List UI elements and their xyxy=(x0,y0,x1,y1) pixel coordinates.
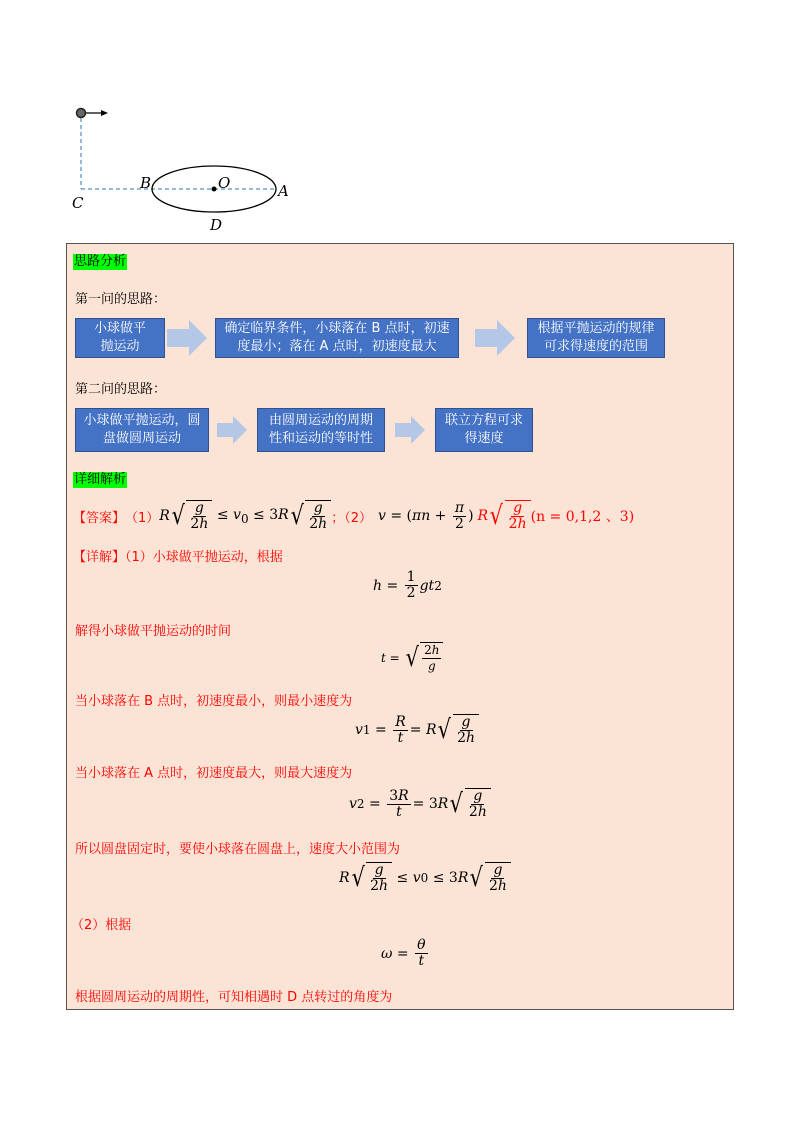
eq-time: t = √ $\frac{2h}{g}$ xyxy=(381,642,443,674)
eq-range: R √ $\frac{g}{2h}$ ≤ v 0 ≤ 3 R √ $\frac{g}{2h}$ xyxy=(339,862,511,894)
detail-part2: （2）根据 xyxy=(71,918,132,933)
flow2-step2: 由圆周运动的周期 性和运动的等时性 xyxy=(257,408,385,452)
detail-period: 根据圆周运动的周期性，可知相遇时 D 点转过的角度为 xyxy=(75,990,393,1005)
flow1-step2: 确定临界条件，小球落在 B 点时，初速 度最小；落在 A 点时，初速度最大 xyxy=(215,318,459,358)
answer-formula1: R √ $\frac{g}{2h}$ ≤ $v_0 \le 3R$ √ $\frac{g}{2h}$ xyxy=(159,500,331,532)
detail-intro: （1）小球做平抛运动，根据 xyxy=(125,550,283,565)
label-A: A xyxy=(278,182,289,200)
detail-at-A: 当小球落在 A 点时，初速度最大，则最大速度为 xyxy=(75,766,353,781)
eq-omega: ω = $\frac{\theta}{t}$ xyxy=(381,937,426,969)
detail-tag: 【详解】 xyxy=(73,550,126,565)
label-C: C xyxy=(72,194,84,212)
detail-intro-line xyxy=(73,546,283,565)
label-B: B xyxy=(140,174,152,192)
q2-heading: 第二问的思路： xyxy=(75,382,167,397)
label-D: D xyxy=(210,216,223,234)
motion-diagram xyxy=(60,100,320,240)
analysis-panel xyxy=(66,243,734,1010)
answer-part1: （1） xyxy=(125,510,160,526)
flow1-arrow2 xyxy=(475,320,517,356)
answer-formula2: v = ( πn + $\frac{\pi}{2}$ ) xyxy=(377,499,474,532)
answer-range: (n = 0,1,2 、3) xyxy=(530,509,635,525)
eq-v1: v 1 = $\frac{R}{t}$ = R √ $\frac{g}{2h}$ xyxy=(355,714,479,746)
flow2-step3: 联立方程可求 得速度 xyxy=(435,408,533,452)
section-label-detail: 详细解析 xyxy=(74,472,127,487)
section-label-thinking: 思路分析 xyxy=(74,254,127,269)
detail-at-B: 当小球落在 B 点时，初速度最小，则最小速度为 xyxy=(75,694,353,709)
answer-sep: ；（2） xyxy=(331,510,372,526)
eq-v2: v 2 = $\frac{3R}{t}$ = 3 R √ $\frac{g}{2h}$ xyxy=(349,788,491,820)
flow2-arrow1 xyxy=(217,416,249,444)
center-point xyxy=(212,187,217,192)
detail-range-text: 所以圆盘固定时，要使小球落在圆盘上，速度大小范围为 xyxy=(75,842,401,857)
flow2-arrow2 xyxy=(395,416,427,444)
eq-height: h = $\frac{1}{2}$ gt 2 xyxy=(373,569,442,601)
answer-tag: 【答案】 xyxy=(73,510,126,526)
flow1-step3: 根据平抛运动的规律 可求得速度的范围 xyxy=(527,318,665,358)
velocity-arrowhead xyxy=(101,110,108,116)
flow2-step1: 小球做平抛运动，圆 盘做圆周运动 xyxy=(75,408,209,452)
q1-heading: 第一问的思路： xyxy=(75,292,167,307)
label-O: O xyxy=(218,174,231,192)
flow1-arrow1 xyxy=(167,320,209,356)
ball xyxy=(77,109,86,118)
detail-solve-time: 解得小球做平抛运动的时间 xyxy=(75,624,232,639)
flow1-step1: 小球做平 抛运动 xyxy=(75,318,165,358)
answer-line: 【答案】 （1） R √ $\frac{g}{2h}$ ≤ $v_0 \le 3R$ √ $\frac{g}{2h}$ ；（2） v = ( πn + $\frac{\pi}{2}$ ) R √ $\frac{g}{2h}$ (n = 0,1,2 、3) xyxy=(73,499,635,532)
